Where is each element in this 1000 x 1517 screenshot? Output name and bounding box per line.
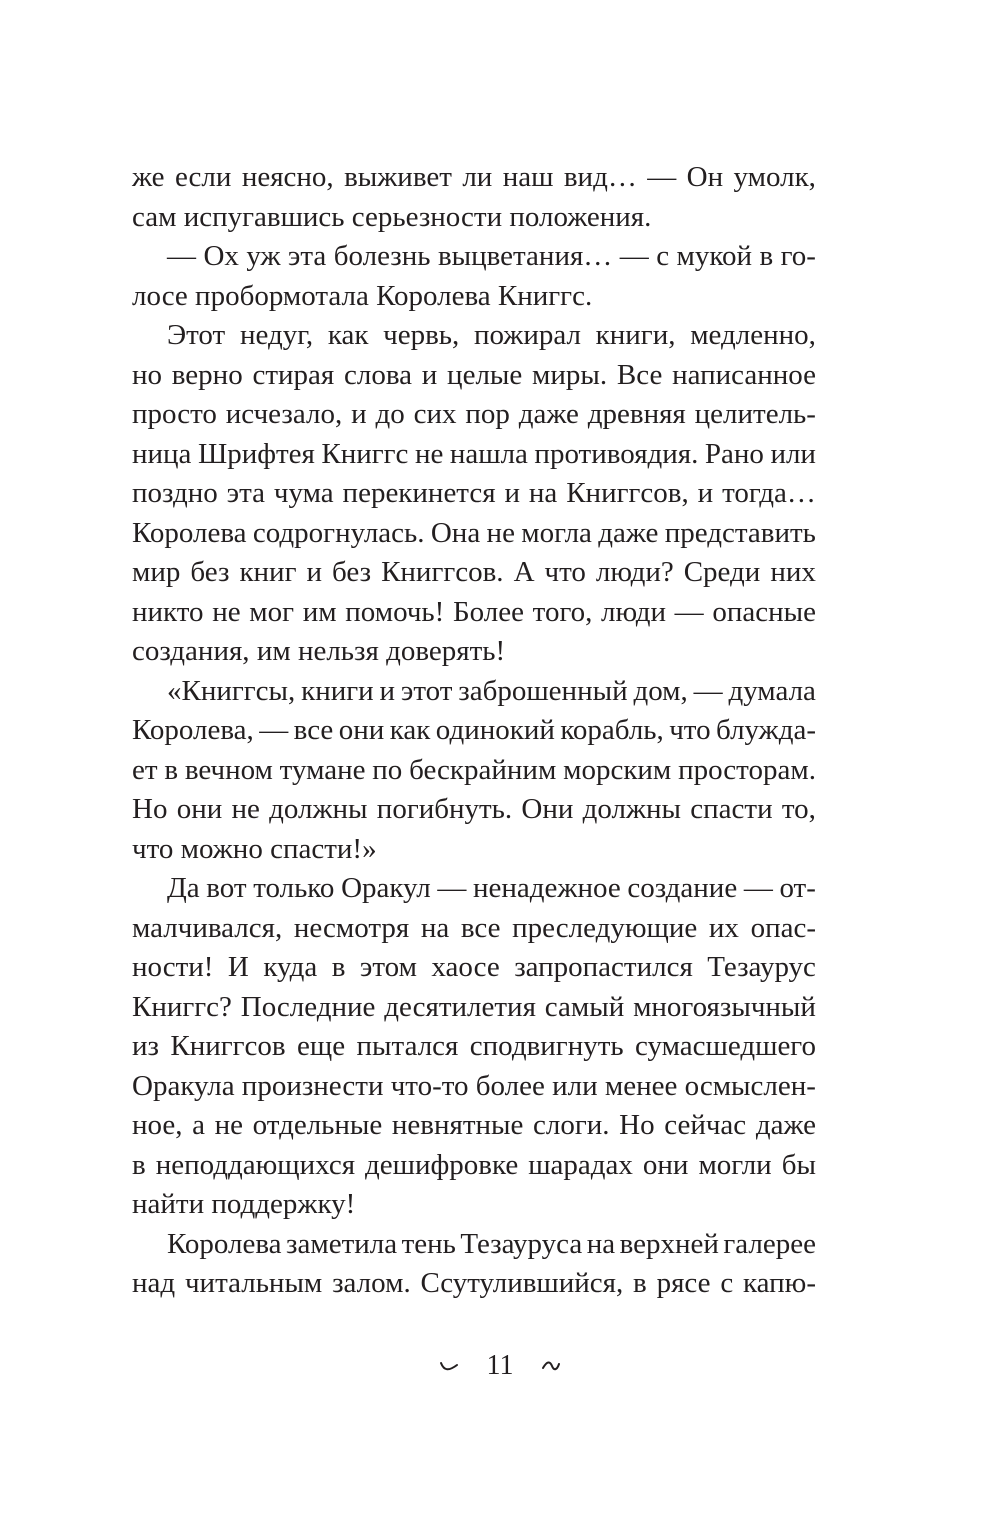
text-line: Книггс? Последние десятилетия самый многоязычный	[132, 990, 816, 1023]
swash-left-icon	[439, 1359, 459, 1373]
text-line: поздно эта чума перекинется и на Книггсов, и тогда…	[132, 477, 816, 509]
page-number: 11	[486, 1350, 514, 1381]
text-line: найти поддержку!	[132, 1188, 356, 1220]
text-line: малчивался, несмотря на все преследующие их опас-	[132, 911, 816, 944]
text-line: Оракула произнести что-то более или менее осмыслен-	[132, 1069, 816, 1102]
text-line: никто не мог им помочь! Более того, люди — опасные	[132, 595, 816, 628]
page-footer	[0, 1350, 1000, 1382]
text-line: Королева содрогнулась. Она не могла даже представить	[132, 516, 816, 549]
text-line: ности! И куда в этом хаосе запропастился Тезаурус	[132, 951, 816, 983]
text-line: лосе пробормотала Королева Книггс.	[132, 279, 593, 312]
text-line: сам испугавшись серьезности положения.	[132, 200, 652, 233]
text-line: создания, им нельзя доверять!	[132, 635, 506, 667]
text-line: но верно стирая слова и целые миры. Все написанное	[132, 358, 816, 391]
tilde-right-icon	[541, 1359, 561, 1373]
text-line: мир без книг и без Книггсов. А что люди? Среди них	[132, 556, 816, 588]
text-line: что можно спасти!»	[132, 832, 377, 865]
text-line: Этот недуг, как червь, пожирал книги, медленно,	[167, 319, 816, 351]
text-line: Да вот только Оракул — ненадежное создание — от-	[167, 872, 816, 904]
text-line: Королева, — все они как одинокий корабль, что блужда-	[132, 714, 816, 746]
text-line: «Книггсы, книги и этот заброшенный дом, — думала	[167, 674, 816, 707]
text-line: над читальным залом. Ссутулившийся, в рясе с капю-	[132, 1267, 816, 1299]
body-text	[132, 158, 816, 1304]
text-line: ет в вечном тумане по бескрайним морским просторам.	[132, 753, 816, 786]
text-line: же если неясно, выживет ли наш вид… — Он умолк,	[132, 161, 816, 193]
text-line: Но они не должны погибнуть. Они должны спасти то,	[132, 793, 816, 825]
text-line: в неподдающихся дешифровке шарадах они могли бы	[132, 1148, 816, 1181]
text-line: из Книггсов еще пытался сподвигнуть сумасшедшего	[132, 1030, 816, 1062]
text-line: — Ох уж эта болезнь выцветания… — с мукой в го-	[167, 240, 816, 272]
text-line: просто исчезало, и до сих пор даже древняя целитель-	[132, 398, 816, 430]
text-line: Королева заметила тень Тезауруса на верхней галерее	[167, 1227, 816, 1260]
text-line: ница Шрифтея Книггс не нашла противоядия. Рано или	[132, 437, 816, 470]
text-line: ное, а не отдельные невнятные слоги. Но сейчас даже	[132, 1109, 816, 1141]
